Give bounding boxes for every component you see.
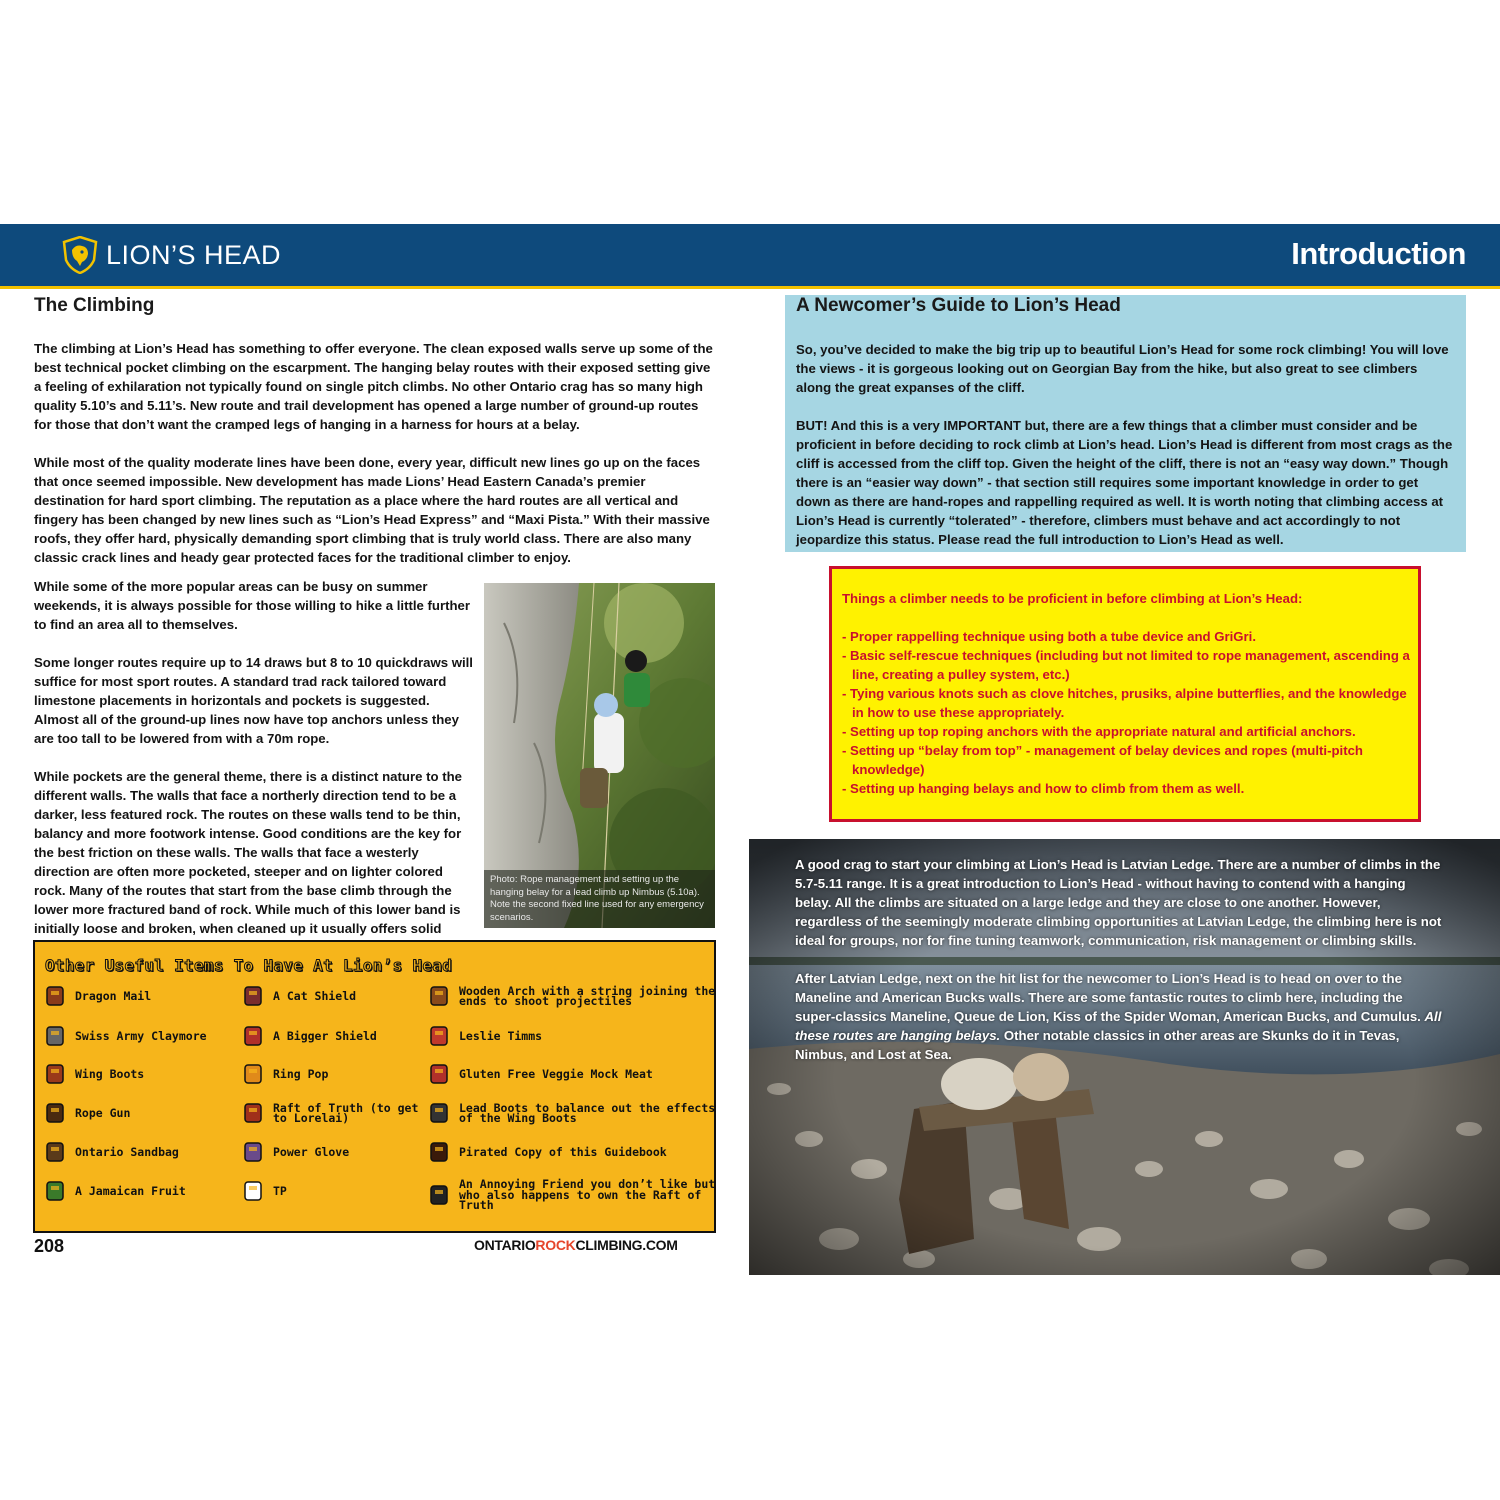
climbing-body-narrow <box>34 577 474 976</box>
shoreline-para-2-end: Other notable classics in other areas are Skunks do it in Tevas, Nimbus, and Lost at Sea. <box>795 1028 1400 1062</box>
useful-item <box>43 1140 230 1164</box>
proficiency-item: - Tying various knots such as clove hitches, prusiks, alpine butterflies, and the knowledge in how to use these appropriately. <box>842 686 1407 720</box>
proficiency-item: - Setting up “belay from top” - management of belay devices and ropes (multi-pitch knowledge) <box>842 743 1363 777</box>
useful-item <box>43 984 230 1008</box>
useful-item-label: Rope Gun <box>75 1105 131 1120</box>
useful-item-label: Lead Boots to balance out the effects of the Wing Boots <box>459 1100 716 1125</box>
person-icon <box>427 1024 451 1048</box>
pickaxe-icon <box>43 1101 67 1125</box>
newcomer-heading: A Newcomer’s Guide to Lion’s Head <box>796 295 1121 316</box>
useful-item-label: Pirated Copy of this Guidebook <box>459 1144 667 1159</box>
climbing-intro <box>34 339 718 586</box>
shoreline-para-2 <box>795 969 1445 1064</box>
useful-items-box <box>33 940 716 1233</box>
useful-item-label: A Jamaican Fruit <box>75 1183 186 1198</box>
useful-item-label: Ring Pop <box>273 1066 329 1081</box>
useful-item-label: A Bigger Shield <box>273 1028 377 1043</box>
brand-name: LION’S HEAD <box>106 239 282 270</box>
bow-icon <box>427 984 451 1008</box>
header-banner <box>0 224 1500 289</box>
meat-icon <box>427 1062 451 1086</box>
raft-icon <box>241 1101 265 1125</box>
proficiency-title: Things a climber needs to be proficient in before climbing at Lion’s Head: <box>842 591 1303 606</box>
section-title: Introduction <box>1291 236 1466 271</box>
useful-item-label: Dragon Mail <box>75 988 152 1003</box>
photo-caption: Photo: Rope management and setting up the hanging belay for a lead climb up Nimbus (5.10a). Note the second fixed line used for any emergency scenarios. <box>484 870 715 928</box>
useful-item-label: Swiss Army Claymore <box>75 1028 207 1043</box>
shoreline-para-2-main: After Latvian Ledge, next on the hit list for the newcomer to Lion’s Head is to head on over to the Maneline and American Bucks walls. There are some fantastic routes to climb here, including the super-classics Maneline, Queue de Lion, Kiss of the Spider Woman, American Bucks, and Cumulus. <box>795 971 1425 1024</box>
newcomer-guide-box <box>785 295 1466 552</box>
shoreline-para-2-emphasis: All these routes are hanging belays. <box>795 1009 1442 1043</box>
proficiency-content <box>842 589 1412 798</box>
ring-icon <box>241 1062 265 1086</box>
useful-item <box>427 984 729 1008</box>
useful-item <box>241 984 423 1008</box>
proficiency-box <box>829 566 1421 822</box>
proficiency-item: - Proper rappelling technique using both a tube device and GriGri. <box>842 629 1256 644</box>
useful-item <box>427 1179 729 1211</box>
useful-item-label: Raft of Truth (to get to Lorelai) <box>273 1100 419 1125</box>
useful-item-label: A Cat Shield <box>273 988 357 1003</box>
left-column <box>34 295 718 317</box>
tp-icon <box>241 1179 265 1203</box>
lion-shield-icon <box>62 236 98 274</box>
useful-item <box>43 1062 230 1086</box>
shoreline-text <box>795 855 1445 1083</box>
site-url-part-3: CLIMBING.COM <box>575 1237 678 1253</box>
newcomer-para-1: So, you’ve decided to make the big trip up to beautiful Lion’s Head for some rock climbing! You will love the views - it is gorgeous looking out on Georgian Bay from the hike, but also great to see climbers along the great expanses of the cliff. <box>796 342 1449 395</box>
useful-item <box>241 1024 423 1048</box>
fruit-icon <box>43 1179 67 1203</box>
proficiency-item: - Setting up hanging belays and how to climb from them as well. <box>842 781 1245 796</box>
useful-item <box>43 1101 230 1125</box>
armor-icon <box>43 984 67 1008</box>
useful-item-label: TP <box>273 1183 287 1198</box>
useful-item-label: An Annoying Friend you don’t like but who also happens to own the Raft of Truth <box>459 1177 716 1212</box>
climbing-para-3: While some of the more popular areas can be busy on summer weekends, it is always possible for those willing to hike a little further to find an area all to themselves. <box>34 579 471 632</box>
site-url-part-1: ONTARIO <box>474 1237 536 1253</box>
useful-item <box>241 1179 423 1203</box>
useful-item <box>427 1140 729 1164</box>
useful-item <box>241 1062 423 1086</box>
useful-item <box>43 1024 230 1048</box>
useful-item <box>427 1101 729 1125</box>
climber-photo <box>484 583 715 928</box>
climbing-heading: The Climbing <box>34 295 155 316</box>
useful-item-label: Gluten Free Veggie Mock Meat <box>459 1066 653 1081</box>
page-number: 208 <box>34 1236 65 1256</box>
useful-item <box>427 1024 729 1048</box>
useful-item-label: Ontario Sandbag <box>75 1144 179 1159</box>
climbing-para-4: Some longer routes require up to 14 draws but 8 to 10 quickdraws will suffice for most sport routes. A standard trad rack tailored toward limestone placements in horizontals and pockets is suggested. Almost all of the ground-up lines now have top anchors unless they are too tall to be lowered from with a 70m rope. <box>34 655 473 746</box>
useful-item <box>241 1101 423 1125</box>
sword-icon <box>43 1024 67 1048</box>
shoreline-para-1: A good crag to start your climbing at Lion’s Head is Latvian Ledge. There are a number of climbs in the 5.7-5.11 range. It is a great introduction to Lion’s Head - without having to contend with a hanging belay. All the climbs are situated on a large ledge and they are close to one another. However, regardless of the seemingly moderate climbing opportunities at Latvian Ledge, the climbing here is not ideal for groups, nor for fine tuning teamwork, communication, risk management or climbing skills. <box>795 857 1442 948</box>
useful-item <box>43 1179 230 1203</box>
sandbag-icon <box>43 1140 67 1164</box>
book-icon <box>427 1140 451 1164</box>
glove-icon <box>241 1140 265 1164</box>
boots-icon <box>43 1062 67 1086</box>
useful-item <box>241 1140 423 1164</box>
useful-item-label: Wing Boots <box>75 1066 145 1081</box>
useful-item-label: Leslie Timms <box>459 1028 543 1043</box>
site-url-part-2: ROCK <box>535 1237 576 1253</box>
useful-item <box>427 1062 729 1086</box>
useful-item-label: Wooden Arch with a string joining the ends to shoot projectiles <box>459 983 716 1008</box>
climbing-para-2: While most of the quality moderate lines have been done, every year, difficult new lines go up on the faces that once seemed impossible. New development has made Lions’ Head Eastern Canada’s premier destination for hard sport climbing. The reputation as a place where the hard routes are all vertical and fingery has been changed by new lines such as “Lion’s Head Express” and “Maxi Pista.” With their massive roofs, they offer hard, physically demanding sport climbing that is truly world class. There are also many classic crack lines and heady gear protected faces for the traditional climber to enjoy. <box>34 455 710 565</box>
climbing-para-1: The climbing at Lion’s Head has something to offer everyone. The clean exposed walls serve up some of the best technical pocket climbing on the escarpment. The hanging belay routes with their exposed setting give a feeling of exhilaration not typically found on single pitch climbs. No other Ontario crag has so many high quality 5.10’s and 5.11’s. New route and trail development has opened a large number of ground-up routes for those that don’t want the cramped legs of hanging in a harness for hours at a belay. <box>34 341 713 432</box>
lead-boots-icon <box>427 1101 451 1125</box>
useful-items-title: Other Useful Items To Have At Lion’s Head <box>45 956 453 975</box>
site-url[interactable] <box>474 1237 678 1253</box>
proficiency-item: - Basic self-rescue techniques (including but not limited to rope management, ascending a line, creating a pulley system, etc.) <box>842 648 1410 682</box>
proficiency-list <box>842 627 1412 798</box>
proficiency-item: - Setting up top roping anchors with the appropriate natural and artificial anchors. <box>842 724 1356 739</box>
shield-icon <box>241 984 265 1008</box>
useful-item-label: Power Glove <box>273 1144 350 1159</box>
pirate-icon <box>427 1183 451 1207</box>
newcomer-para-2: BUT! And this is a very IMPORTANT but, there are a few things that a climber must consider and be proficient in before deciding to rock climb at Lion’s head. Lion’s Head is different from most crags as the cliff is accessed from the cliff top. Given the height of the cliff, there is not an “easy way down.” Though there is an “easier way down” - that section still requires some important knowledge in order to get down as there are hand-ropes and rappelling required as well. It is worth noting that climbing access at Lion’s Head is currently “tolerated” - therefore, climbers must behave and act accordingly to not jeopardize this status. Please read the full introduction to Lion’s Head as well. <box>796 418 1453 547</box>
shoreline-photo <box>749 839 1500 1275</box>
climbing-para-5: While pockets are the general theme, there is a distinct nature to the different walls. The walls that face a northerly direction tend to be a darker, less featured rock. The routes on these walls tend to be thin, balancy and more footwork intense. Good conditions are the key for the best friction on these walls. The walls that face a westerly direction are often more pocketed, steeper and on lighter colored rock. Many of the routes that start from the base climb through the lower more fractured band of rock. While much of this lower band is initially loose and broken, when cleaned up it usually offers solid <box>34 769 462 936</box>
newcomer-body <box>796 340 1456 568</box>
big-shield-icon <box>241 1024 265 1048</box>
brand-logo <box>62 236 281 274</box>
